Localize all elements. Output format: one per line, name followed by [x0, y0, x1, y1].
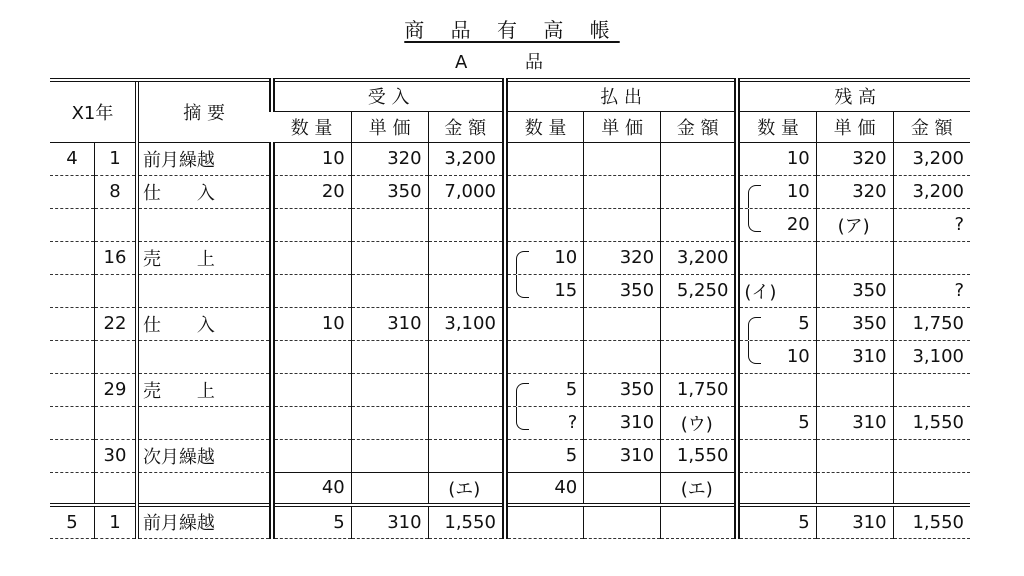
header-receipts-qty: 数 量 — [272, 111, 351, 142]
description-cell — [137, 142, 272, 175]
header-receipts: 受 入 — [272, 80, 505, 111]
issues-amount-cell — [661, 175, 738, 208]
balance-qty-cell — [737, 208, 816, 241]
day-value: 22 — [103, 313, 127, 334]
receipts-amount-cell — [428, 472, 505, 505]
receipts-qty-cell — [272, 208, 351, 241]
receipts-amount-cell — [428, 505, 505, 538]
day-cell — [94, 439, 136, 472]
header-receipts-price: 単 価 — [351, 111, 428, 142]
description-value: 売 上 — [142, 380, 215, 402]
receipts-price-cell — [351, 340, 428, 373]
receipts-amount-cell — [428, 307, 505, 340]
balance-amount-cell — [893, 472, 970, 505]
issues-price-value: 320 — [619, 247, 655, 268]
balance-qty-cell — [737, 340, 816, 373]
day-cell — [94, 505, 136, 538]
receipts-qty-value: 10 — [321, 313, 345, 334]
balance-price-cell — [816, 373, 893, 406]
receipts-amount-cell — [428, 406, 505, 439]
receipts-qty-cell — [272, 373, 351, 406]
issues-price-cell — [584, 241, 661, 274]
receipts-amount-value: 7,000 — [444, 181, 496, 202]
month-value: 4 — [66, 148, 78, 169]
day-cell — [94, 241, 136, 274]
day-cell — [94, 208, 136, 241]
receipts-price-cell — [351, 406, 428, 439]
issues-qty-value: 40 — [554, 477, 578, 499]
receipts-qty-cell — [272, 505, 351, 538]
balance-price-value: 310 — [852, 511, 887, 533]
day-cell — [94, 340, 136, 373]
issues-amount-cell — [661, 406, 738, 439]
receipts-price-cell — [351, 208, 428, 241]
issues-amount-value: 1,550 — [676, 445, 729, 466]
issues-price-cell — [584, 142, 661, 175]
table-row — [50, 175, 970, 208]
receipts-qty-cell — [272, 340, 351, 373]
balance-price-value: 310 — [852, 346, 887, 367]
receipts-qty-value: 40 — [321, 477, 345, 499]
issues-amount-value: 3,200 — [676, 247, 729, 268]
issues-qty-cell — [505, 340, 584, 373]
receipts-price-cell — [351, 472, 428, 505]
header-balance-qty: 数 量 — [737, 111, 816, 142]
receipts-amount-value: 3,200 — [444, 148, 496, 169]
receipts-amount-value: 3,100 — [444, 313, 496, 334]
brace-line — [748, 185, 761, 209]
balance-amount-value: 3,200 — [912, 148, 964, 169]
issues-amount-value: 5,250 — [676, 280, 729, 301]
issues-qty-value: 5 — [565, 445, 578, 466]
table-row — [50, 274, 970, 307]
inventory-ledger-table — [50, 78, 970, 539]
receipts-qty-cell — [272, 175, 351, 208]
issues-price-cell — [584, 373, 661, 406]
receipts-amount-cell — [428, 274, 505, 307]
balance-amount-cell — [893, 208, 970, 241]
header-issues: 払 出 — [505, 80, 738, 111]
issues-qty-cell — [505, 142, 584, 175]
issues-price-cell — [584, 307, 661, 340]
issues-qty-value: ? — [567, 412, 578, 433]
balance-qty-value: 20 — [786, 214, 810, 235]
day-value: 29 — [103, 379, 127, 400]
description-value: 売 上 — [142, 248, 215, 270]
issues-price-cell — [584, 406, 661, 439]
balance-price-cell — [816, 439, 893, 472]
table-row — [50, 472, 970, 505]
receipts-amount-cell — [428, 439, 505, 472]
table-row — [50, 373, 970, 406]
balance-price-cell — [816, 142, 893, 175]
brace-line — [748, 341, 761, 364]
issues-qty-cell — [505, 472, 584, 505]
balance-qty-value: 5 — [798, 412, 810, 433]
day-value: 30 — [103, 445, 127, 466]
balance-qty-cell — [737, 439, 816, 472]
issues-amount-cell — [661, 340, 738, 373]
issues-price-cell — [584, 340, 661, 373]
issues-qty-cell — [505, 406, 584, 439]
table-row — [50, 439, 970, 472]
month-cell — [50, 472, 94, 505]
issues-qty-cell — [505, 241, 584, 274]
receipts-qty-cell — [272, 241, 351, 274]
day-cell — [94, 406, 136, 439]
balance-qty-cell — [737, 307, 816, 340]
month-cell — [50, 307, 94, 340]
receipts-amount-value: 1,550 — [444, 511, 496, 533]
month-cell — [50, 373, 94, 406]
ledger-title: 商 品 有 高 帳 — [404, 18, 620, 42]
table-row — [50, 340, 970, 373]
description-value: 仕 入 — [142, 182, 215, 204]
day-cell — [94, 175, 136, 208]
receipts-amount-value: (エ) — [448, 478, 481, 500]
header-balance: 残 高 — [737, 80, 970, 111]
receipts-price-cell — [351, 505, 428, 538]
table-row — [50, 406, 970, 439]
day-cell — [94, 373, 136, 406]
balance-price-cell — [816, 406, 893, 439]
brace-line — [516, 407, 529, 430]
issues-amount-value: 1,750 — [676, 379, 729, 400]
balance-price-value: 350 — [852, 313, 887, 334]
month-cell — [50, 175, 94, 208]
issues-qty-value: 15 — [554, 280, 578, 301]
month-cell — [50, 439, 94, 472]
balance-price-cell — [816, 505, 893, 538]
month-cell — [50, 142, 94, 175]
header-description: 摘 要 — [137, 80, 272, 142]
header-balance-amount: 金 額 — [893, 111, 970, 142]
issues-qty-value: 10 — [554, 247, 578, 268]
issues-price-value: 310 — [619, 412, 655, 433]
description-cell — [137, 406, 272, 439]
issues-amount-cell — [661, 505, 738, 538]
receipts-price-value: 310 — [387, 313, 422, 334]
balance-amount-value: 1,750 — [912, 313, 964, 334]
balance-amount-cell — [893, 505, 970, 538]
header-issues-price: 単 価 — [584, 111, 661, 142]
balance-amount-cell — [893, 241, 970, 274]
balance-price-cell — [816, 274, 893, 307]
receipts-amount-cell — [428, 373, 505, 406]
description-value: 前月繰越 — [142, 149, 215, 171]
balance-price-cell — [816, 340, 893, 373]
month-cell — [50, 340, 94, 373]
receipts-qty-value: 10 — [321, 148, 345, 169]
balance-qty-cell — [737, 142, 816, 175]
balance-price-cell — [816, 175, 893, 208]
receipts-amount-cell — [428, 142, 505, 175]
issues-amount-value: (ウ) — [680, 413, 713, 435]
receipts-qty-cell — [272, 307, 351, 340]
issues-price-value: 350 — [619, 280, 655, 301]
issues-qty-cell — [505, 274, 584, 307]
balance-qty-value: 10 — [786, 346, 810, 367]
description-cell — [137, 340, 272, 373]
balance-price-cell — [816, 472, 893, 505]
issues-amount-value: (エ) — [680, 478, 713, 500]
receipts-price-cell — [351, 439, 428, 472]
description-cell — [137, 373, 272, 406]
receipts-qty-value: 20 — [321, 181, 345, 202]
balance-amount-value: 3,100 — [912, 346, 964, 367]
issues-amount-cell — [661, 274, 738, 307]
receipts-qty-cell — [272, 439, 351, 472]
receipts-amount-cell — [428, 340, 505, 373]
brace-line — [516, 251, 529, 275]
month-cell — [50, 406, 94, 439]
table-row — [50, 208, 970, 241]
header-receipts-amount: 金 額 — [428, 111, 505, 142]
receipts-price-cell — [351, 274, 428, 307]
day-cell — [94, 472, 136, 505]
day-cell — [94, 274, 136, 307]
receipts-price-value: 320 — [387, 148, 422, 169]
issues-price-cell — [584, 274, 661, 307]
header-issues-qty: 数 量 — [505, 111, 584, 142]
header-issues-amount: 金 額 — [661, 111, 738, 142]
brace-line — [516, 275, 529, 298]
issues-price-cell — [584, 472, 661, 505]
description-cell — [137, 274, 272, 307]
receipts-qty-cell — [272, 142, 351, 175]
description-cell — [137, 175, 272, 208]
table-row — [50, 241, 970, 274]
receipts-qty-value: 5 — [333, 511, 345, 533]
day-cell — [94, 307, 136, 340]
balance-amount-value: 1,550 — [912, 412, 964, 433]
issues-amount-cell — [661, 373, 738, 406]
day-value: 1 — [109, 148, 121, 169]
brace-line — [748, 209, 761, 232]
receipts-price-cell — [351, 373, 428, 406]
balance-price-value: 310 — [852, 412, 887, 433]
issues-price-value: 350 — [619, 379, 655, 400]
balance-amount-value: ? — [954, 214, 964, 235]
issues-qty-cell — [505, 208, 584, 241]
receipts-amount-cell — [428, 175, 505, 208]
balance-amount-cell — [893, 307, 970, 340]
balance-price-value: (ア) — [837, 215, 870, 237]
day-value: 8 — [109, 181, 121, 202]
description-value: 仕 入 — [142, 314, 215, 336]
day-value: 16 — [103, 247, 127, 268]
receipts-amount-cell — [428, 208, 505, 241]
balance-qty-cell — [737, 274, 816, 307]
brace-line — [748, 317, 761, 341]
balance-qty-cell — [737, 406, 816, 439]
balance-price-cell — [816, 208, 893, 241]
balance-qty-cell — [737, 241, 816, 274]
balance-amount-cell — [893, 406, 970, 439]
balance-amount-value: 1,550 — [912, 511, 964, 533]
issues-price-cell — [584, 505, 661, 538]
table-row — [50, 307, 970, 340]
balance-qty-value: 10 — [786, 148, 810, 169]
month-cell — [50, 241, 94, 274]
description-value: 次月繰越 — [142, 446, 215, 468]
balance-qty-value: (イ) — [744, 281, 777, 303]
month-value: 5 — [66, 511, 78, 533]
brace-line — [516, 383, 529, 407]
balance-amount-value: ? — [954, 280, 964, 301]
month-cell — [50, 208, 94, 241]
balance-qty-cell — [737, 175, 816, 208]
header-date: X1年 — [50, 80, 137, 142]
description-value: 前月繰越 — [142, 513, 215, 535]
issues-qty-value: 5 — [565, 379, 578, 400]
issues-price-cell — [584, 208, 661, 241]
balance-qty-value: 5 — [798, 511, 810, 533]
balance-price-cell — [816, 241, 893, 274]
balance-qty-value: 5 — [798, 313, 810, 334]
balance-amount-cell — [893, 142, 970, 175]
receipts-qty-cell — [272, 274, 351, 307]
description-cell — [137, 439, 272, 472]
issues-amount-cell — [661, 307, 738, 340]
issues-amount-cell — [661, 439, 738, 472]
issues-amount-cell — [661, 241, 738, 274]
header-row-1 — [50, 80, 970, 111]
balance-price-cell — [816, 307, 893, 340]
description-cell — [137, 307, 272, 340]
balance-amount-cell — [893, 439, 970, 472]
issues-amount-cell — [661, 208, 738, 241]
header-balance-price: 単 価 — [816, 111, 893, 142]
receipts-price-cell — [351, 241, 428, 274]
issues-price-cell — [584, 439, 661, 472]
balance-qty-cell — [737, 373, 816, 406]
receipts-price-value: 310 — [387, 511, 422, 533]
issues-qty-cell — [505, 505, 584, 538]
receipts-price-cell — [351, 142, 428, 175]
balance-price-value: 320 — [852, 148, 887, 169]
balance-qty-value: 10 — [786, 181, 810, 202]
description-cell — [137, 241, 272, 274]
balance-amount-cell — [893, 274, 970, 307]
month-cell — [50, 274, 94, 307]
issues-qty-cell — [505, 439, 584, 472]
day-value: 1 — [109, 511, 121, 533]
receipts-price-cell — [351, 307, 428, 340]
month-cell — [50, 505, 94, 538]
item-name: A 品 — [454, 52, 570, 73]
balance-qty-cell — [737, 472, 816, 505]
description-cell — [137, 505, 272, 538]
receipts-amount-cell — [428, 241, 505, 274]
issues-qty-cell — [505, 175, 584, 208]
day-cell — [94, 142, 136, 175]
receipts-qty-cell — [272, 472, 351, 505]
issues-price-value: 310 — [619, 445, 655, 466]
balance-amount-cell — [893, 175, 970, 208]
description-cell — [137, 472, 272, 505]
balance-amount-value: 3,200 — [912, 181, 964, 202]
balance-price-value: 350 — [852, 280, 887, 301]
issues-price-cell — [584, 175, 661, 208]
receipts-price-value: 350 — [387, 181, 422, 202]
balance-amount-cell — [893, 373, 970, 406]
balance-price-value: 320 — [852, 181, 887, 202]
issues-qty-cell — [505, 373, 584, 406]
receipts-price-cell — [351, 175, 428, 208]
table-row — [50, 142, 970, 175]
issues-qty-cell — [505, 307, 584, 340]
description-cell — [137, 208, 272, 241]
receipts-qty-cell — [272, 406, 351, 439]
balance-amount-cell — [893, 340, 970, 373]
issues-amount-cell — [661, 472, 738, 505]
issues-amount-cell — [661, 142, 738, 175]
table-row — [50, 505, 970, 538]
balance-qty-cell — [737, 505, 816, 538]
